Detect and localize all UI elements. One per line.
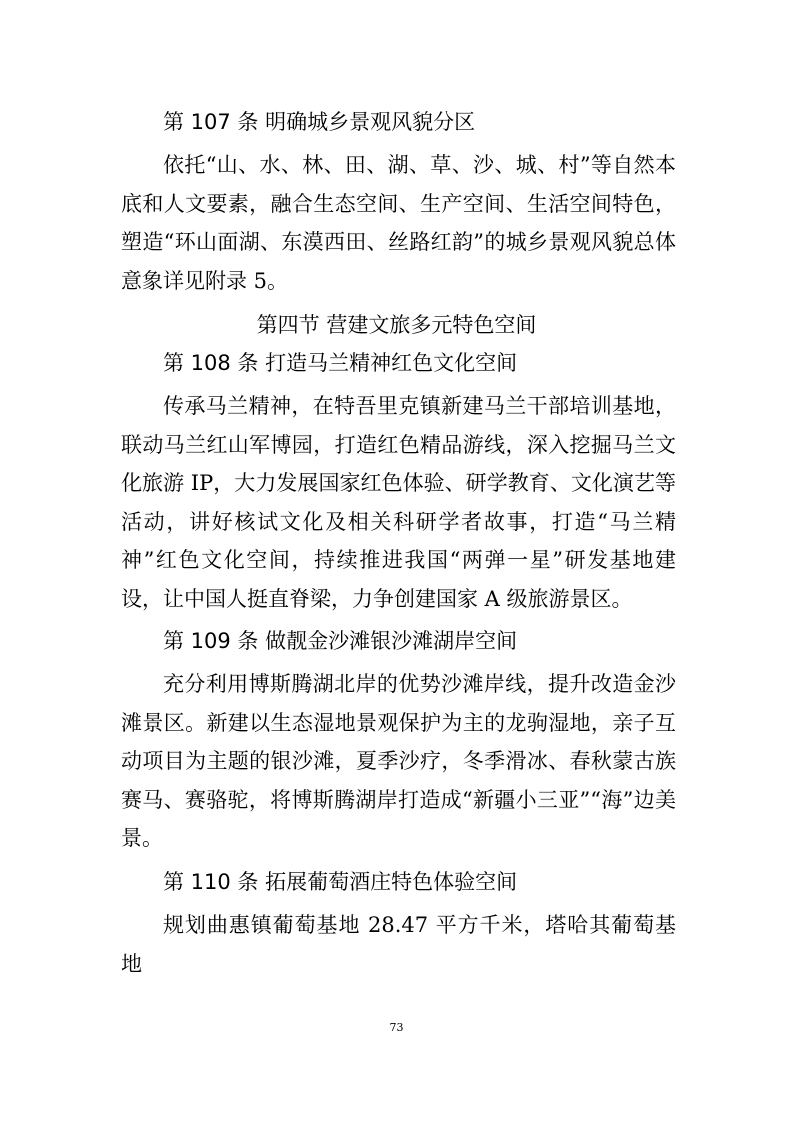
article-110-body: 规划曲惠镇葡萄基地 28.47 平方千米，塔哈其葡萄基地 bbox=[121, 913, 676, 976]
section-4-title: 第四节 营建文旅多元特色空间 bbox=[256, 313, 537, 337]
article-110-heading: 第 110 条 拓展葡萄酒庄特色体验空间 bbox=[163, 870, 518, 894]
page-number: 73 bbox=[389, 1021, 404, 1034]
article-109-body: 充分利用博斯腾湖北岸的优势沙滩岸线，提升改造金沙滩景区。新建以生态湿地景观保护为主的龙驹湿地，亲子互动项目为主题的银沙滩，夏季沙疗，冬季滑冰、春秋蒙古族赛马、赛骆驼，将博斯腾湖岸打造成“新疆小三亚”“海”边美景。 bbox=[121, 672, 676, 850]
article-108-body: 传承马兰精神，在特吾里克镇新建马兰干部培训基地，联动马兰红山军博园，打造红色精品游线，深入挖掘马兰文化旅游 IP，大力发展国家红色体验、研学教育、文化演艺等活动，讲好核试文化及相关科研学者故事，打造“马兰精神”红色文化空间，持续推进我国“两弹一星”研发基地建设，让中国人挺直脊梁，力争创建国家 A 级旅游景区。 bbox=[121, 394, 676, 611]
article-107-body: 依托“山、水、林、田、湖、草、沙、城、村”等自然本底和人文要素，融合生态空间、生产空间、生活空间特色，塑造“环山面湖、东漠西田、丝路红韵”的城乡景观风貌总体意象详见附录 5。 bbox=[121, 153, 676, 293]
article-109-heading: 第 109 条 做靓金沙滩银沙滩湖岸空间 bbox=[163, 629, 518, 653]
article-107-heading: 第 107 条 明确城乡景观风貌分区 bbox=[163, 110, 476, 134]
article-108-heading: 第 108 条 打造马兰精神红色文化空间 bbox=[163, 351, 518, 375]
